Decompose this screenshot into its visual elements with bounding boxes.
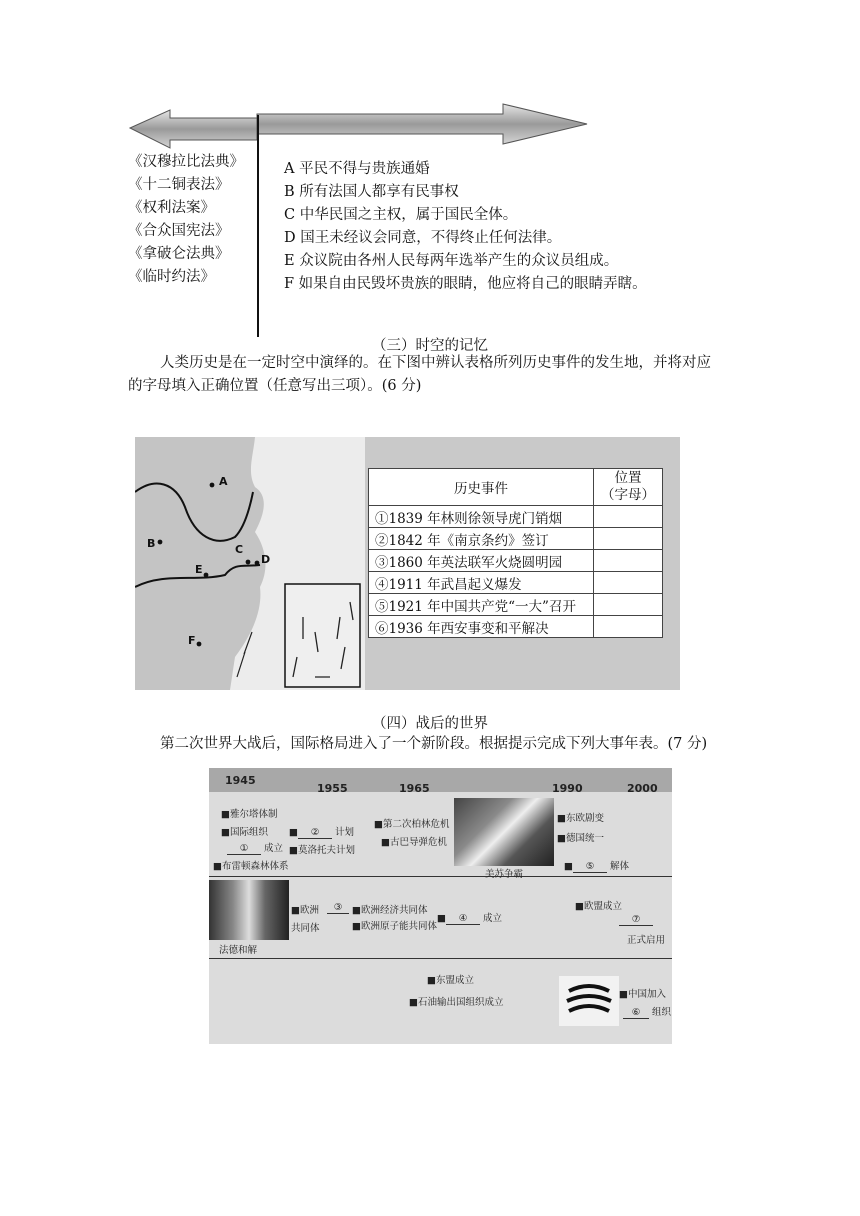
law-item: 《权利法案》 bbox=[128, 200, 215, 216]
map-point-c bbox=[246, 560, 251, 565]
map-label-a: A bbox=[219, 475, 228, 488]
table-row bbox=[369, 550, 663, 572]
blank-1-suffix: 成立 bbox=[264, 843, 284, 854]
map-label-d: D bbox=[261, 553, 271, 566]
map-point-e bbox=[204, 573, 209, 578]
law-item: 《拿破仑法典》 bbox=[128, 246, 230, 262]
blank-5-row: ■ ⑤ 解体 bbox=[564, 861, 630, 872]
row-divider bbox=[209, 876, 672, 877]
table-cell-event: ⑤1921 年中国共产党“一大”召开 bbox=[369, 594, 594, 616]
statement-item: E 众议院由各州人民每两年选举产生的众议员组成。 bbox=[284, 253, 619, 269]
map-label-b: B bbox=[147, 537, 156, 550]
answer-cell[interactable] bbox=[594, 572, 663, 594]
table-cell-event: ②1842 年《南京条约》签订 bbox=[369, 528, 594, 550]
blank-6-row bbox=[623, 1004, 671, 1019]
answer-cell[interactable] bbox=[594, 528, 663, 550]
blank-7-row bbox=[619, 914, 653, 926]
china-joins: ■中国加入 bbox=[619, 989, 666, 1000]
blank-6-suffix: 组织 bbox=[652, 1007, 672, 1018]
blank-3-row bbox=[327, 902, 349, 914]
wto-logo-icon bbox=[559, 976, 619, 1026]
map-label-f: F bbox=[188, 634, 196, 647]
year-1955: 1955 bbox=[317, 782, 348, 795]
eu-founded: ■欧盟成立 bbox=[575, 901, 622, 912]
map-point-b bbox=[158, 540, 163, 545]
cuba-crisis: ■古巴导弹危机 bbox=[381, 837, 447, 848]
bretton-woods: ■布雷顿森林体系 bbox=[213, 861, 289, 872]
answer-cell[interactable] bbox=[594, 594, 663, 616]
section4-title: （四）战后的世界 bbox=[372, 716, 488, 732]
section3-paragraph-line2: 的字母填入正确位置（任意写出三项）。(6 分) bbox=[128, 378, 422, 394]
berlin-crisis: ■第二次柏林危机 bbox=[374, 819, 450, 830]
table-cell-event: ③1860 年英法联军火烧圆明园 bbox=[369, 550, 594, 572]
law-item: 《合众国宪法》 bbox=[128, 223, 230, 239]
photo-caption-rivalry: 美苏争霸 bbox=[485, 869, 524, 880]
table-row bbox=[369, 528, 663, 550]
intl-org-label: ■国际组织 bbox=[221, 827, 268, 838]
china-map bbox=[135, 437, 365, 690]
blank-1-row bbox=[227, 840, 283, 855]
blank-2-suffix: 计划 bbox=[335, 827, 355, 838]
year-1990: 1990 bbox=[552, 782, 583, 795]
section3-title: （三）时空的记忆 bbox=[372, 338, 488, 354]
molotov-plan: ■莫洛托夫计划 bbox=[289, 845, 355, 856]
table-row bbox=[369, 594, 663, 616]
law-item: 《十二铜表法》 bbox=[128, 177, 230, 193]
eec: ■欧洲经济共同体 bbox=[352, 905, 428, 916]
blank-3[interactable]: ③ bbox=[327, 902, 349, 914]
blank-1[interactable]: ① bbox=[227, 843, 261, 855]
section4-paragraph: 第二次世界大战后，国际格局进入了一个新阶段。根据提示完成下列大事年表。(7 分) bbox=[160, 736, 708, 752]
table-cell-event: ④1911 年武昌起义爆发 bbox=[369, 572, 594, 594]
statement-item: A 平民不得与贵族通婚 bbox=[284, 161, 430, 177]
statement-list bbox=[284, 158, 647, 296]
ecsc-line2: 共同体 bbox=[291, 923, 320, 934]
answer-cell[interactable] bbox=[594, 616, 663, 638]
row-divider bbox=[209, 958, 672, 959]
photo-caption-reconciliation: 法德和解 bbox=[219, 945, 258, 956]
blank-7[interactable]: ⑦ bbox=[619, 914, 653, 926]
asean-founded: ■东盟成立 bbox=[427, 975, 474, 986]
answer-cell[interactable] bbox=[594, 506, 663, 528]
event-table bbox=[368, 468, 663, 638]
vertical-divider bbox=[257, 115, 259, 337]
blank-4[interactable]: ④ bbox=[446, 913, 480, 925]
blank-2-row: ■ ② 计划 bbox=[289, 827, 355, 838]
france-germany-photo bbox=[209, 880, 289, 940]
table-row bbox=[369, 616, 663, 638]
map-panel bbox=[135, 437, 680, 690]
year-1945: 1945 bbox=[225, 774, 256, 787]
statement-item: F 如果自由民毁坏贵族的眼睛，他应将自己的眼睛弄瞎。 bbox=[284, 276, 647, 292]
year-2000: 2000 bbox=[627, 782, 658, 795]
ecsc-line1: ■欧洲 bbox=[291, 905, 319, 916]
blank-2[interactable]: ② bbox=[298, 827, 332, 839]
year-1965: 1965 bbox=[399, 782, 430, 795]
blank-6[interactable]: ⑥ bbox=[623, 1007, 649, 1019]
statement-item: D 国王未经议会同意，不得终止任何法律。 bbox=[284, 230, 562, 246]
law-item: 《临时约法》 bbox=[128, 269, 215, 285]
statement-item: C 中华民国之主权，属于国民全体。 bbox=[284, 207, 518, 223]
euro-launch: 正式启用 bbox=[627, 935, 666, 946]
map-label-c: C bbox=[235, 543, 244, 556]
answer-cell[interactable] bbox=[594, 550, 663, 572]
table-header-event: 历史事件 bbox=[369, 469, 594, 506]
blank-5-suffix: 解体 bbox=[610, 861, 630, 872]
table-cell-event: ⑥1936 年西安事变和平解决 bbox=[369, 616, 594, 638]
law-item: 《汉穆拉比法典》 bbox=[128, 154, 244, 170]
map-point-f bbox=[197, 642, 202, 647]
section3-paragraph-line1: 人类历史是在一定时空中演绎的。在下图中辨认表格所列历史事件的发生地，并将对应 bbox=[160, 355, 711, 371]
blank-4-row: ■ ④ 成立 bbox=[437, 913, 503, 924]
us-ussr-photo bbox=[454, 798, 554, 866]
table-cell-event: ①1839 年林则徐领导虎门销烟 bbox=[369, 506, 594, 528]
map-point-a bbox=[210, 483, 215, 488]
table-row bbox=[369, 572, 663, 594]
map-label-e: E bbox=[195, 563, 203, 576]
yalta-system: ■雅尔塔体制 bbox=[221, 809, 278, 820]
east-europe-change: ■东欧剧变 bbox=[557, 813, 604, 824]
german-reunification: ■德国统一 bbox=[557, 833, 604, 844]
year-bar bbox=[209, 768, 672, 792]
opec-founded: ■石油输出国组织成立 bbox=[409, 997, 504, 1008]
table-row bbox=[369, 506, 663, 528]
blank-4-suffix: 成立 bbox=[483, 913, 503, 924]
law-list bbox=[128, 151, 244, 289]
euratom: ■欧洲原子能共同体 bbox=[352, 921, 437, 932]
map-point-d bbox=[255, 561, 260, 566]
table-header-position-line1: 位置 bbox=[614, 470, 642, 486]
blank-5[interactable]: ⑤ bbox=[573, 861, 607, 873]
table-header-position-line2: （字母） bbox=[601, 487, 655, 503]
statement-item: B 所有法国人都享有民事权 bbox=[284, 184, 459, 200]
table-header-position bbox=[594, 469, 663, 506]
timeline-panel bbox=[209, 768, 672, 1044]
